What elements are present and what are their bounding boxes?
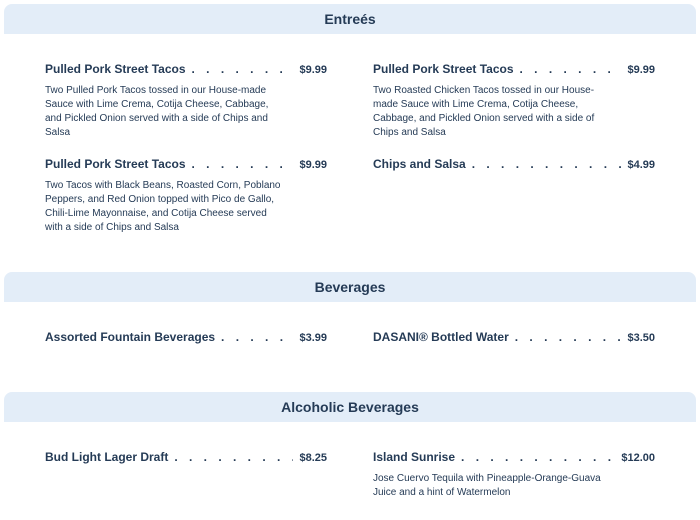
menu-item bbox=[373, 62, 655, 140]
menu-item bbox=[45, 157, 327, 235]
item-price: $8.25 bbox=[299, 452, 327, 464]
section-header-alcoholic-beverages bbox=[4, 392, 696, 422]
item-price: $9.99 bbox=[299, 159, 327, 171]
item-name: DASANI® Bottled Water bbox=[373, 330, 509, 344]
dot-leader bbox=[192, 157, 294, 171]
item-description: Two Pulled Pork Tacos tossed in our House-made Sauce with Lime Crema, Cotija Cheese, Cabbage, and Pickled Onion served with a side of Chips and Salsa bbox=[45, 85, 269, 138]
menu-item bbox=[45, 62, 327, 140]
section-header-beverages bbox=[4, 272, 696, 302]
item-name: Chips and Salsa bbox=[373, 157, 466, 171]
menu-item bbox=[45, 330, 327, 346]
section-title: Alcoholic Beverages bbox=[281, 399, 419, 415]
menu-item bbox=[373, 157, 655, 173]
dot-leader bbox=[461, 450, 615, 464]
section-header-entrees bbox=[4, 4, 696, 34]
section-title: Entreés bbox=[324, 11, 376, 27]
item-price: $3.50 bbox=[627, 332, 655, 344]
item-description: Two Tacos with Black Beans, Roasted Corn, Poblano Peppers, and Red Onion topped with Pico de Gallo, Chili-Lime Mayonnaise, and Cotija Cheese served with a side of Chips and Salsa bbox=[45, 180, 281, 233]
menu-item bbox=[373, 330, 655, 346]
section-title: Beverages bbox=[314, 279, 386, 295]
item-name: Assorted Fountain Beverages bbox=[45, 330, 216, 344]
item-name: Pulled Pork Street Tacos bbox=[45, 157, 186, 171]
dot-leader bbox=[174, 450, 293, 464]
menu-item bbox=[45, 450, 327, 466]
item-price: $3.99 bbox=[299, 332, 327, 344]
item-price: $9.99 bbox=[299, 64, 327, 76]
item-price: $12.00 bbox=[621, 452, 655, 464]
item-price: $9.99 bbox=[627, 64, 655, 76]
menu-item bbox=[373, 450, 655, 500]
dot-leader bbox=[192, 62, 294, 76]
item-description: Two Roasted Chicken Tacos tossed in our House-made Sauce with Lime Crema, Cotija Cheese, Cabbage, and Pickled Onion served with a side of Chips and Salsa bbox=[373, 85, 595, 138]
dot-leader bbox=[221, 330, 293, 344]
item-name: Bud Light Lager Draft bbox=[45, 450, 169, 464]
item-name: Pulled Pork Street Tacos bbox=[373, 62, 514, 76]
dot-leader bbox=[520, 62, 622, 76]
item-price: $4.99 bbox=[627, 159, 655, 171]
dot-leader bbox=[515, 330, 622, 344]
item-name: Island Sunrise bbox=[373, 450, 456, 464]
dot-leader bbox=[472, 157, 622, 171]
item-description: Jose Cuervo Tequila with Pineapple-Orange-Guava Juice and a hint of Watermelon bbox=[373, 473, 601, 498]
item-name: Pulled Pork Street Tacos bbox=[45, 62, 186, 76]
